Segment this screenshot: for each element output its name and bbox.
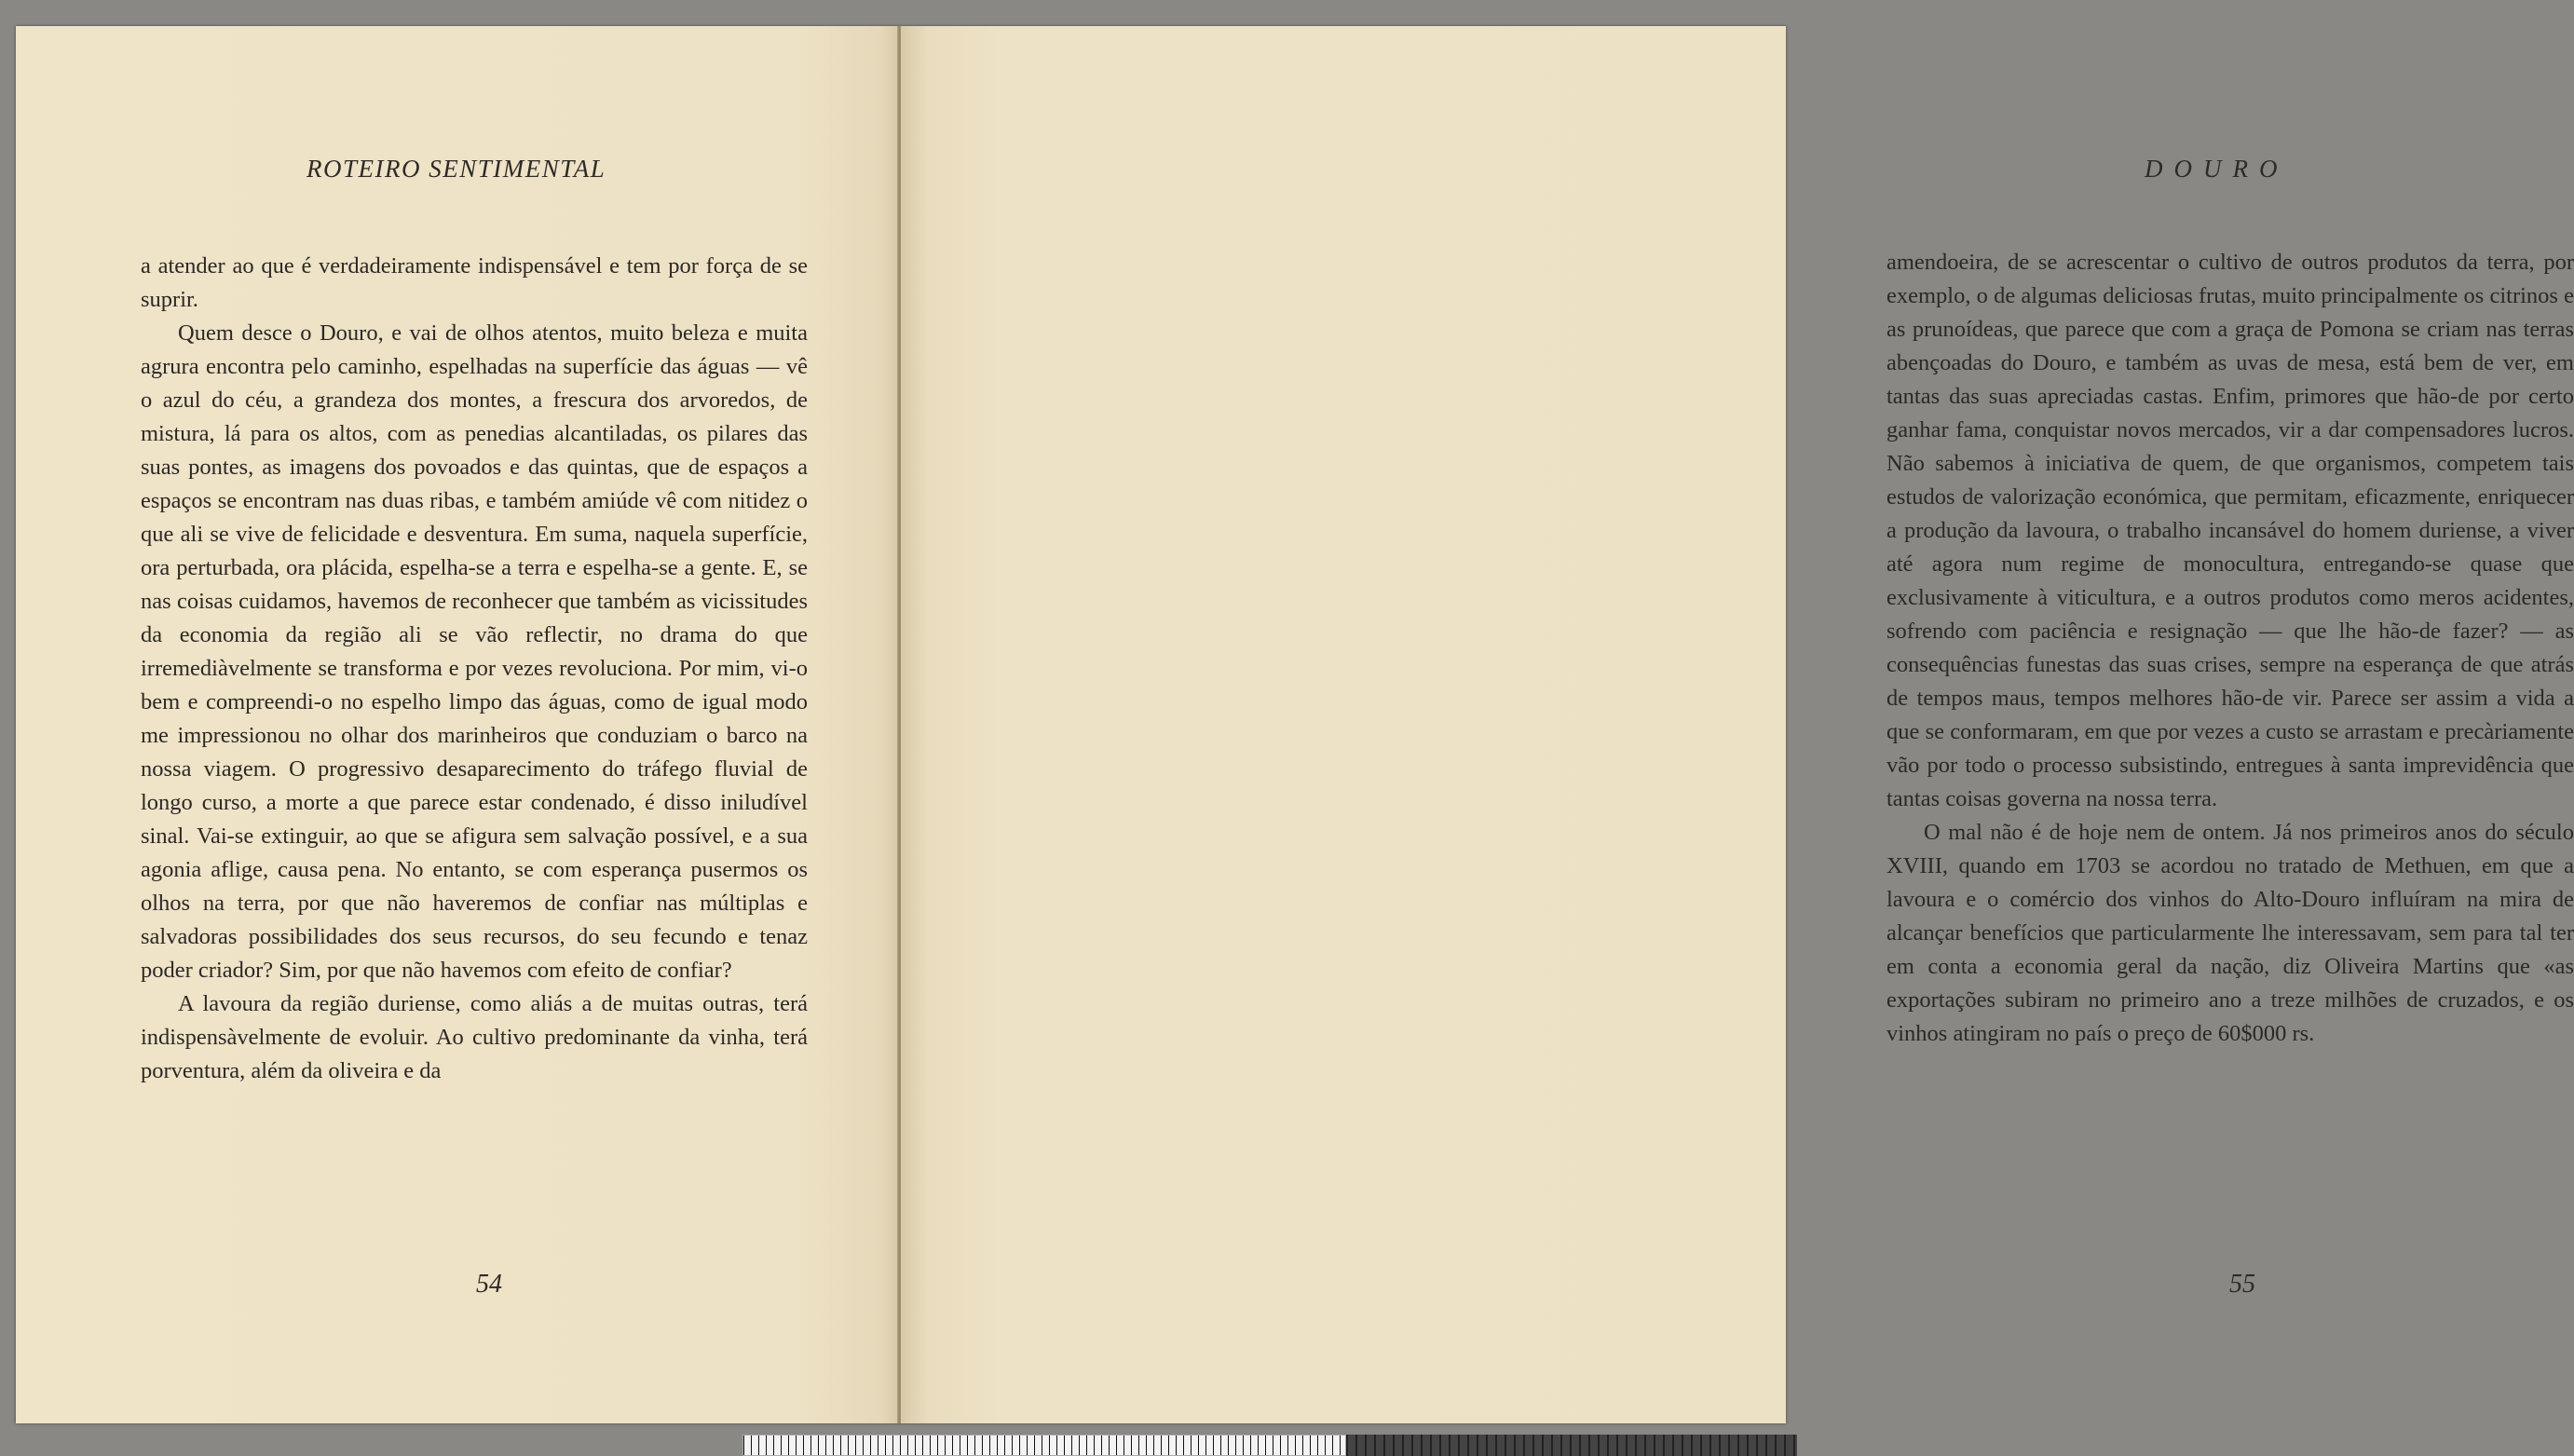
right-page-number: 55 [2229,1270,2255,1299]
scan-scale-bar [742,1435,1797,1456]
right-running-head: DOURO [2145,155,2289,183]
left-page-number: 54 [476,1270,502,1299]
left-paragraph-1: a atender ao que é verdadeiramente indispensável e tem por força de se suprir. [141,253,808,312]
book-spread [16,26,2574,1423]
scale-ticks [742,1435,1346,1456]
right-paragraph-1: amendoeira, de se acrescentar o cultivo de outros produtos da terra, por exemplo, o de algumas deliciosas frutas, muito principalmente os citrinos e as prunoídeas, que parece que com a graça de Pomona se criam nas terras abençoadas do Douro, e também as uvas de mesa, está bem de ver, em tantas das suas apreciadas castas. Enfim, primores que hão-de por certo ganhar fama, conquistar novos mercados, vir a dar compensadores lucros. Não sabemos à iniciativa de quem, de que organismos, competem tais estudos de valorização económica, que permitam, eficazmente, enriquecer a produção da lavoura, o trabalho incansável do homem duriense, a viver até agora num regime de monocultura, entregando-se quase que exclusivamente à viticultura, e a outros produtos como meros acidentes, sofrendo com paciência e resignação — que lhe hão-de fazer? — as consequências funestas das suas crises, sempre na esperança de que atrás de tempos maus, tempos melhores hão-de vir. Parece ser assim a vida a que se conformaram, em que por vezes a custo se arrastam e precàriamente vão por todo o processo subsistindo, entregues à santa imprevidência que tantas coisas governa na nossa terra. [1886,250,2574,811]
left-running-head: ROTEIRO SENTIMENTAL [306,155,606,183]
left-page [16,26,899,1423]
left-paragraph-2: Quem desce o Douro, e vai de olhos atentos, muito beleza e muita agrura encontra pelo caminho, espelhadas na superfície das águas — vê o azul do céu, a grandeza dos montes, a frescura dos arvoredos, de mistura, lá para os altos, com as penedias alcantiladas, os pilares das suas pontes, as imagens dos povoados e das quintas, que de espaços a espaços se encontram nas duas ribas, e também amiúde vê com nitidez o que ali se vive de felicidade e desventura. Em suma, naquela superfície, ora perturbada, ora plácida, espelha-se a terra e espelha-se a gente. E, se nas coisas cuidamos, havemos de reconhecer que também as vicissitudes da economia da região ali se vão reflectir, no drama do que irremediàvelmente se transforma e por vezes revoluciona. Por mim, vi-o bem e compreendi-o no espelho limpo das águas, como de igual modo me impressionou no olhar dos marinheiros que conduziam o barco na nossa viagem. O progressivo desaparecimento do tráfego fluvial de longo curso, a morte a que parece estar condenado, é disso iniludível sinal. Vai-se extinguir, ao que se afigura sem salvação possível, e a sua agonia aflige, causa pena. No entanto, se com esperança pusermos os olhos na terra, por que não haveremos de confiar nas múltiplas e salvadoras possibilidades dos seus recursos, do seu fecundo e tenaz poder criador? Sim, por que não havemos com efeito de confiar? [141,320,808,983]
right-paragraph-2: O mal não é de hoje nem de ontem. Já nos primeiros anos do século XVIII, quando em 1703 se acordou no tratado de Methuen, em que a lavoura e o comércio dos vinhos do Alto-Douro influíram na mira de alcançar benefícios que particularmente lhe interessavam, sem para tal ter em conta a economia geral da nação, diz Oliveira Martins que «as exportações subiram no primeiro ano a treze milhões de cruzados, e os vinhos atingiram no país o preço de 60$000 rs. [1886,820,2574,1046]
left-paragraph-3: A lavoura da região duriense, como aliás a de muitas outras, terá indispensàvelmente de evoluir. Ao cultivo predominante da vinha, terá porventura, além da oliveira e da [141,991,808,1083]
scale-dark-band [1346,1435,1797,1456]
right-body-text [1886,246,2574,1051]
left-body-text [141,250,808,1088]
right-page [901,26,2574,1423]
